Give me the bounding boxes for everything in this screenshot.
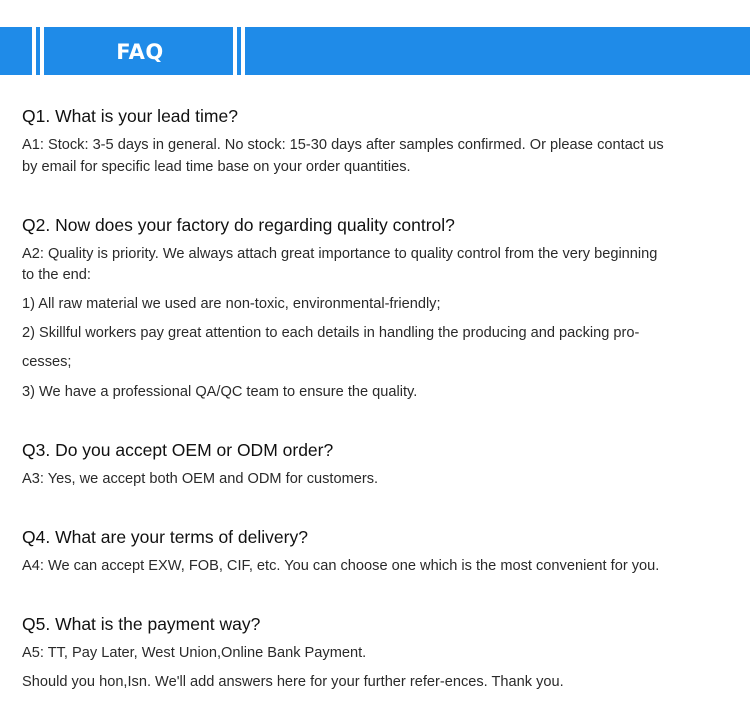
faq-question-4: Q4. What are your terms of delivery?	[22, 527, 308, 547]
faq-answer-5-line-1: A5: TT, Pay Later, West Union,Online Bank Payment.	[22, 645, 367, 661]
faq-answer-2-line-3: 1) All raw material we used are non-toxic, environmental-friendly;	[22, 296, 441, 312]
faq-answer-3-line-1: A3: Yes, we accept both OEM and ODM for customers.	[22, 471, 379, 487]
faq-answer-2-line-2: to the end:	[22, 267, 91, 283]
banner-stripe	[32, 27, 36, 75]
faq-question-5: Q5. What is the payment way?	[22, 614, 261, 634]
faq-answer-4-line-1: A4: We can accept EXW, FOB, CIF, etc. You can choose one which is the most convenient for you.	[22, 558, 660, 574]
faq-banner	[0, 27, 750, 75]
faq-answer-1-line-2: by email for specific lead time base on your order quantities.	[22, 159, 411, 175]
faq-answer-2-line-6: 3) We have a professional QA/QC team to ensure the quality.	[22, 384, 418, 400]
faq-answer-2-line-5: cesses;	[22, 354, 72, 370]
banner-stripe	[233, 27, 237, 75]
faq-question-1: Q1. What is your lead time?	[22, 106, 238, 126]
faq-answer-5-line-2: Should you hon,Isn. We'll add answers here for your further refer-ences. Thank you.	[22, 674, 564, 690]
banner-stripe	[40, 27, 44, 75]
faq-question-2: Q2. Now does your factory do regarding quality control?	[22, 215, 455, 235]
faq-title: FAQ	[116, 40, 164, 64]
faq-answer-2-line-4: 2) Skillful workers pay great attention to each details in handling the producing and packing pro-	[22, 325, 640, 341]
faq-answer-1-line-1: A1: Stock: 3-5 days in general. No stock: 15-30 days after samples confirmed. Or please contact us	[22, 137, 664, 153]
faq-question-3: Q3. Do you accept OEM or ODM order?	[22, 440, 334, 460]
banner-stripe	[241, 27, 245, 75]
faq-answer-2-line-1: A2: Quality is priority. We always attach great importance to quality control from the very beginning	[22, 246, 658, 262]
